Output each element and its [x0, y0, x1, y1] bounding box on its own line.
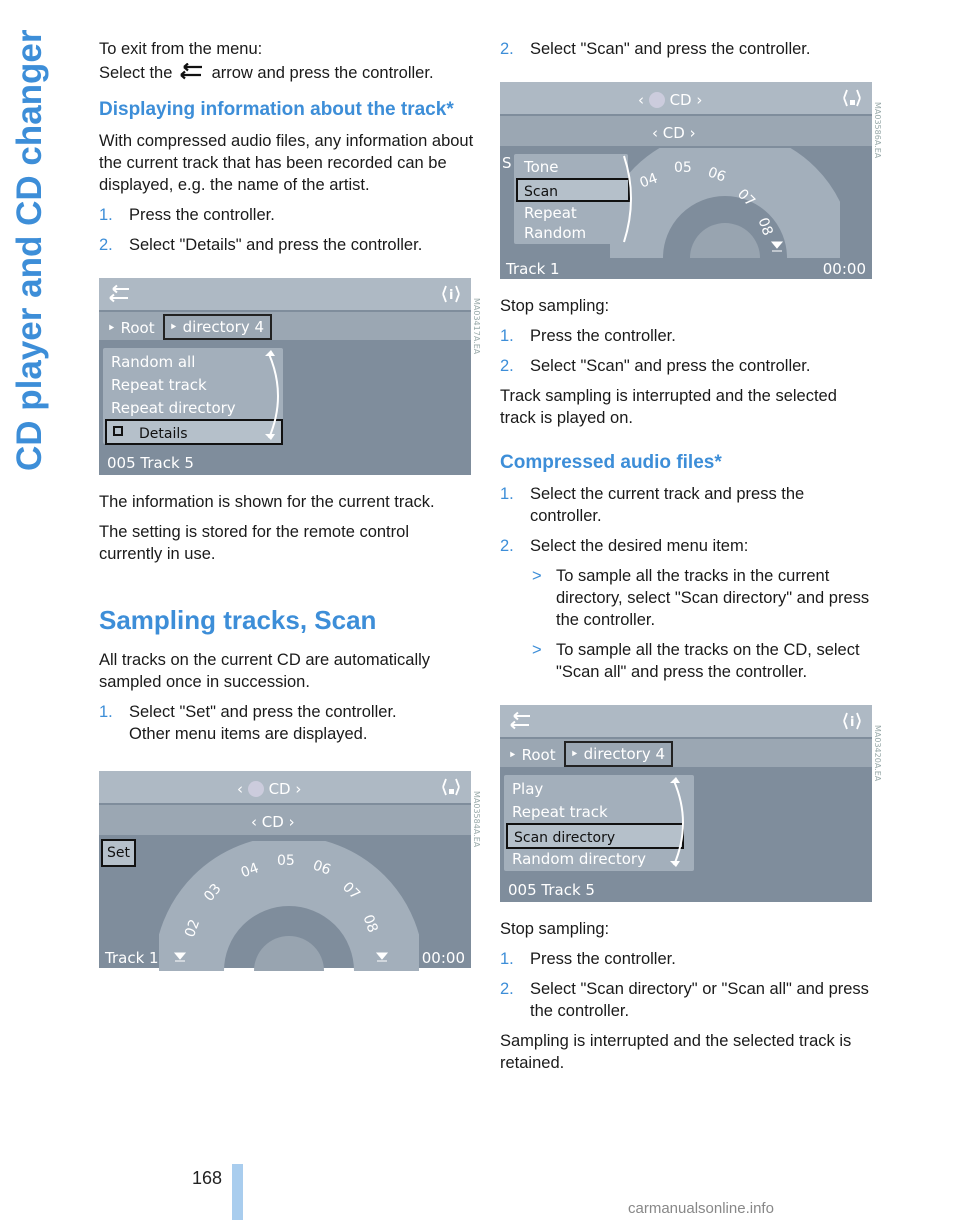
- compressed-heading: Compressed audio files*: [500, 452, 722, 473]
- sidebar: [0, 0, 60, 1220]
- dial-number: 04: [637, 170, 660, 192]
- breadcrumb-root[interactable]: ‣ Root: [107, 319, 155, 337]
- scan-text: All tracks on the current CD are automatically sampled once in succession.: [99, 651, 431, 691]
- menu-item[interactable]: Repeat directory: [111, 399, 236, 417]
- info-text: With compressed audio files, any information about the current track that has been recorded can be displayed, e.g. the name of the artist.: [99, 132, 474, 194]
- status-track: 005 Track 5: [107, 454, 194, 472]
- comp-step-2: 2. Select the desired menu item:: [500, 537, 749, 555]
- dial-number: 05: [277, 853, 295, 869]
- menu-item-selected[interactable]: Details: [105, 419, 283, 445]
- track-dial[interactable]: [610, 148, 840, 258]
- info-icon[interactable]: [439, 282, 463, 306]
- status-time: 00:00: [822, 260, 866, 278]
- image-code: MA03417A.EA: [472, 298, 481, 355]
- info-icon[interactable]: [840, 709, 864, 733]
- left-column: [99, 38, 481, 984]
- stop2-step-2: 2. Select "Scan directory" or "Scan all" and press the controller.: [500, 980, 869, 1020]
- image-code: MA03584A.EA: [472, 791, 481, 848]
- menu-item[interactable]: Random: [524, 224, 587, 242]
- status-time: 00:00: [421, 949, 465, 967]
- comp-sub-1: > To sample all the tracks in the current directory, select "Scan directory" and press the controller.: [532, 567, 870, 629]
- status-track: Track 1: [506, 260, 560, 278]
- image-code: MA03586A.EA: [873, 102, 882, 159]
- comp-sub-2: > To sample all the tracks on the CD, select "Scan all" and press the controller.: [532, 641, 860, 681]
- cd-icon: [649, 92, 665, 108]
- comp-step-1: 1. Select the current track and press the controller.: [500, 485, 805, 525]
- checkbox-icon: [113, 426, 123, 436]
- after-info-2: The setting is stored for the remote control currently in use.: [99, 523, 409, 563]
- svg-text:i: i: [850, 715, 855, 730]
- dial-number: 02: [182, 917, 204, 940]
- dial-number: 07: [339, 879, 364, 904]
- status-track: Track 1: [105, 949, 159, 967]
- menu-item-selected[interactable]: Scan directory: [506, 823, 684, 849]
- menu-item[interactable]: Random all: [111, 353, 196, 371]
- dial-number: 06: [310, 857, 333, 879]
- menu-item[interactable]: Random directory: [512, 850, 646, 868]
- scan-heading: Sampling tracks, Scan: [99, 605, 377, 635]
- menu-item[interactable]: Repeat: [524, 204, 577, 222]
- stop-text-1: Track sampling is interrupted and the selected track is played on.: [500, 387, 837, 427]
- stop-heading-1: Stop sampling:: [500, 297, 610, 315]
- after-info-1: The information is shown for the current track.: [99, 493, 435, 511]
- stop1-step-2: 2. Select "Scan" and press the controller.: [500, 357, 811, 375]
- source-selector[interactable]: ‹ CD ›: [638, 91, 703, 109]
- dial-number: 06: [705, 164, 728, 186]
- info-step-1: 1. Press the controller.: [99, 206, 275, 224]
- breadcrumb-directory[interactable]: ‣ directory 4: [564, 741, 673, 767]
- dial-number: 05: [674, 160, 692, 176]
- screen-scan-directory: [500, 705, 882, 902]
- image-code: MA03420A.EA: [873, 725, 882, 782]
- side-letter: S: [502, 154, 512, 172]
- stop2-step-1: 1. Press the controller.: [500, 950, 676, 968]
- dial-number: 03: [201, 880, 225, 905]
- scroll-arc[interactable]: [259, 348, 289, 444]
- scroll-arc[interactable]: [618, 152, 642, 248]
- dial-number: 08: [754, 215, 776, 238]
- updown-icon[interactable]: [439, 775, 463, 799]
- back-arrow-icon[interactable]: [107, 284, 133, 304]
- info-step-2: 2. Select "Details" and press the controller.: [99, 236, 423, 254]
- page-number: 168: [192, 1168, 223, 1188]
- screen-details: [99, 278, 481, 475]
- menu-item[interactable]: Play: [512, 780, 544, 798]
- stop1-step-1: 1. Press the controller.: [500, 327, 676, 345]
- menu-item[interactable]: Repeat track: [111, 376, 207, 394]
- updown-icon[interactable]: [840, 86, 864, 110]
- menu-item[interactable]: Repeat track: [512, 803, 608, 821]
- breadcrumb-root[interactable]: ‣ Root: [508, 746, 556, 764]
- scan-step-1: 1. Select "Set" and press the controller. Other menu items are displayed.: [99, 703, 397, 743]
- status-track: 005 Track 5: [508, 881, 595, 899]
- cd-icon: [248, 781, 264, 797]
- stop-heading-2: Stop sampling:: [500, 920, 610, 938]
- dial-number: 04: [238, 860, 261, 882]
- back-arrow-icon: [177, 63, 207, 81]
- exit-instruction: Select the arrow and press the controller.: [99, 64, 434, 82]
- menu-item-selected[interactable]: Scan: [516, 178, 630, 202]
- chapter-title: CD player and CD changer: [10, 30, 49, 472]
- track-dial[interactable]: [159, 841, 419, 971]
- exit-heading: To exit from the menu:: [99, 40, 263, 58]
- scroll-arc[interactable]: [664, 775, 694, 871]
- set-button[interactable]: Set: [101, 839, 136, 867]
- svg-text:i: i: [449, 288, 454, 303]
- page-number-bar: [232, 1164, 243, 1220]
- stop-text-2: Sampling is interrupted and the selected track is retained.: [500, 1032, 852, 1072]
- source-selector[interactable]: ‹ CD ›: [237, 780, 302, 798]
- source-label[interactable]: ‹ CD ›: [251, 813, 295, 831]
- watermark: carmanualsonline.info: [628, 1200, 774, 1217]
- source-label[interactable]: ‹ CD ›: [652, 124, 696, 142]
- info-heading: Displaying information about the track*: [99, 99, 454, 120]
- screen-set: [99, 771, 481, 968]
- dial-number: 07: [734, 186, 759, 211]
- breadcrumb-directory[interactable]: ‣ directory 4: [163, 314, 272, 340]
- dial-number: 08: [359, 912, 381, 935]
- scan-step-2: 2. Select "Scan" and press the controller.: [500, 40, 811, 58]
- back-arrow-icon[interactable]: [508, 711, 534, 731]
- right-column: [500, 38, 882, 1082]
- menu-item[interactable]: Tone: [524, 158, 559, 176]
- screen-scan: [500, 82, 882, 279]
